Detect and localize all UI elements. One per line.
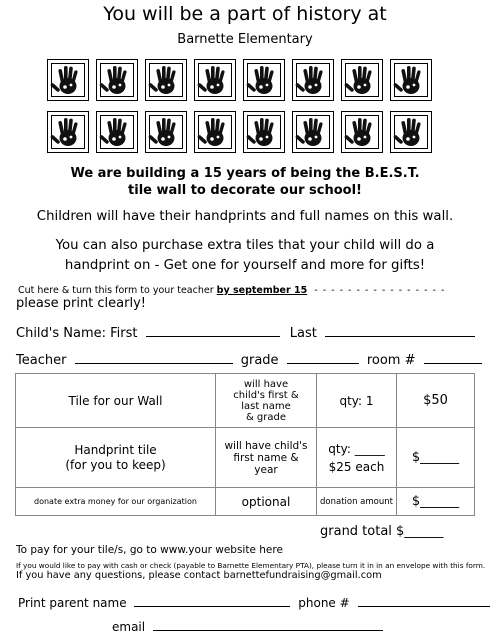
description-cell: optional — [216, 488, 317, 516]
quantity-cell: qty: 1 — [317, 374, 397, 428]
phone-label: phone # — [298, 596, 350, 610]
handprint-tile — [293, 60, 333, 100]
page-title: You will be a part of history at — [103, 3, 387, 25]
handprint-icon — [342, 60, 382, 100]
child-first-blank[interactable] — [146, 324, 280, 337]
info-line-1: Children will have their handprints and full names on this wall. — [36, 209, 454, 224]
print-clearly-note: please print clearly! — [16, 296, 146, 311]
handprint-tile — [342, 112, 382, 152]
info-line-2: You can also purchase extra tiles that your child will do a — [55, 238, 435, 253]
price-cell[interactable]: $______ — [397, 488, 475, 516]
handprint-icon — [97, 60, 137, 100]
table-row — [16, 374, 475, 428]
email-blank[interactable] — [153, 618, 383, 631]
child-last-blank[interactable] — [325, 324, 475, 337]
grade-blank[interactable] — [287, 351, 359, 364]
child-last-label: Last — [289, 326, 317, 341]
handprint-tile — [146, 112, 186, 152]
handprint-tile — [293, 112, 333, 152]
item-cell: Tile for our Wall — [16, 374, 216, 428]
handprint-icon — [391, 112, 431, 152]
headline-line-2: tile wall to decorate our school! — [128, 183, 362, 198]
email-label: email — [112, 620, 146, 634]
grand-total[interactable]: grand total $______ — [320, 524, 444, 539]
handprint-tile — [244, 112, 284, 152]
contact-text: If you have any questions, please contact barnettefundraising@gmail.com — [16, 570, 382, 581]
table-row — [16, 428, 475, 488]
room-blank[interactable] — [424, 351, 482, 364]
phone-blank[interactable] — [358, 594, 490, 607]
quantity-cell[interactable]: qty: _____ $25 each — [317, 428, 397, 488]
item-cell: donate extra money for our organization — [16, 488, 216, 516]
handprint-icon — [97, 112, 137, 152]
handprint-tile-grid — [44, 56, 440, 160]
handprint-tile — [244, 60, 284, 100]
room-label: room # — [366, 353, 416, 368]
deadline: by september 15 — [216, 285, 308, 296]
price-cell[interactable]: $______ — [397, 428, 475, 488]
handprint-icon — [244, 60, 284, 100]
price-cell: $50 — [397, 374, 475, 428]
handprint-icon — [48, 112, 88, 152]
teacher-row — [16, 351, 482, 368]
table-row — [16, 488, 475, 516]
handprint-icon — [342, 112, 382, 152]
handprint-icon — [293, 112, 333, 152]
item-cell: Handprint tile (for you to keep) — [16, 428, 216, 488]
info-line-3: handprint on - Get one for yourself and more for gifts! — [64, 258, 426, 273]
order-table — [15, 373, 475, 516]
handprint-tile — [342, 60, 382, 100]
handprint-icon — [146, 60, 186, 100]
handprint-tile — [195, 112, 235, 152]
handprint-icon — [195, 60, 235, 100]
handprint-icon — [146, 112, 186, 152]
headline-line-1: We are building a 15 years of being the B.E.S.T. — [70, 166, 420, 181]
child-name-row — [16, 324, 475, 341]
cut-dashes: - - - - - - - - - - - - - - - - — [314, 285, 446, 296]
handprint-icon — [293, 60, 333, 100]
child-first-label: Child's Name: First — [16, 326, 138, 341]
handprint-tile — [48, 112, 88, 152]
email-row — [112, 618, 383, 634]
handprint-icon — [48, 60, 88, 100]
parent-name-label: Print parent name — [18, 596, 127, 610]
handprint-icon — [244, 112, 284, 152]
teacher-blank[interactable] — [75, 351, 233, 364]
quantity-cell: donation amount — [317, 488, 397, 516]
handprint-tile — [97, 112, 137, 152]
handprint-tile — [97, 60, 137, 100]
handprint-tile — [391, 60, 431, 100]
parent-name-blank[interactable] — [134, 594, 290, 607]
cut-line — [18, 285, 445, 296]
description-cell: will have child's first name & year — [216, 428, 317, 488]
description-cell: will have child's first & last name & grade — [216, 374, 317, 428]
handprint-tile — [391, 112, 431, 152]
cash-check-note: If you would like to pay with cash or check (payable to Barnette Elementary PTA), please turn it in in an envelope with this form. — [16, 561, 486, 570]
teacher-label: Teacher — [16, 353, 67, 368]
parent-row — [18, 594, 490, 610]
handprint-tile — [146, 60, 186, 100]
handprint-icon — [195, 112, 235, 152]
pay-online-text: To pay for your tile/s, go to www.your website here — [16, 544, 283, 556]
handprint-tile — [195, 60, 235, 100]
handprint-icon — [391, 60, 431, 100]
handprint-tile — [48, 60, 88, 100]
school-name: Barnette Elementary — [177, 32, 313, 47]
grade-label: grade — [240, 353, 279, 368]
cut-instructions: Cut here & turn this form to your teacher — [18, 285, 214, 296]
